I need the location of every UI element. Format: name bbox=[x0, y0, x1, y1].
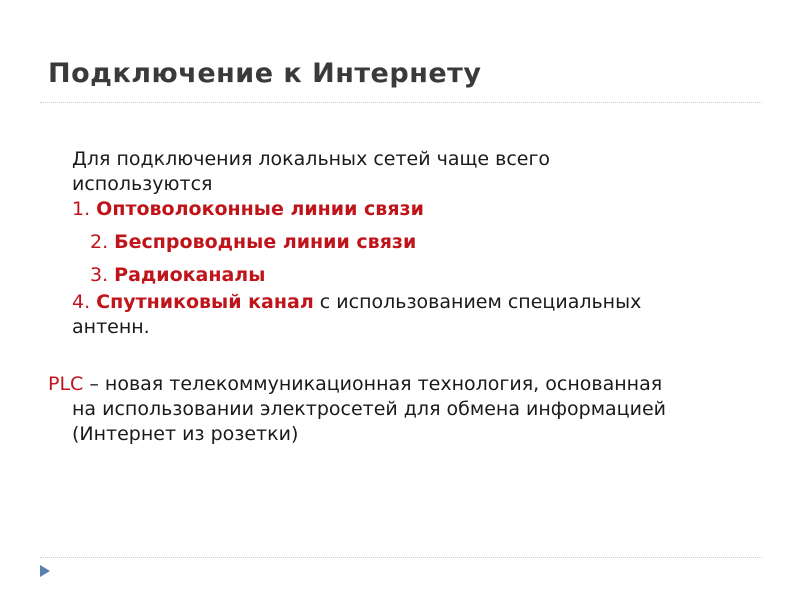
item-name: Радиоканалы bbox=[114, 264, 266, 286]
title-divider bbox=[40, 102, 762, 103]
plc-paragraph-line1 bbox=[48, 372, 662, 397]
item-number: 2. bbox=[90, 231, 115, 253]
list-item bbox=[90, 230, 416, 255]
list-item-continuation: антенн. bbox=[72, 316, 150, 338]
footer-divider bbox=[40, 557, 762, 558]
item-number: 3. bbox=[90, 264, 115, 286]
plc-text: – новая телекоммуникационная технология, основанная bbox=[83, 373, 663, 395]
play-triangle-icon[interactable] bbox=[40, 565, 50, 577]
item-rest: с использованием специальных bbox=[313, 291, 642, 313]
list-item bbox=[90, 263, 265, 288]
plc-term: PLC bbox=[48, 373, 84, 395]
item-number: 4. bbox=[72, 291, 97, 313]
intro-text-line2: используются bbox=[72, 173, 213, 195]
item-name: Оптоволоконные линии связи bbox=[96, 198, 424, 220]
item-name: Спутниковый канал bbox=[96, 291, 314, 313]
list-item bbox=[72, 290, 641, 315]
slide-title: Подключение к Интернету bbox=[48, 58, 482, 89]
list-item bbox=[72, 197, 424, 222]
plc-paragraph-line3: (Интернет из розетки) bbox=[72, 423, 299, 445]
intro-text-line1: Для подключения локальных сетей чаще всего bbox=[72, 148, 551, 170]
plc-paragraph-line2: на использовании электросетей для обмена информацией bbox=[72, 398, 667, 420]
item-number: 1. bbox=[72, 198, 97, 220]
item-name: Беспроводные линии связи bbox=[114, 231, 417, 253]
